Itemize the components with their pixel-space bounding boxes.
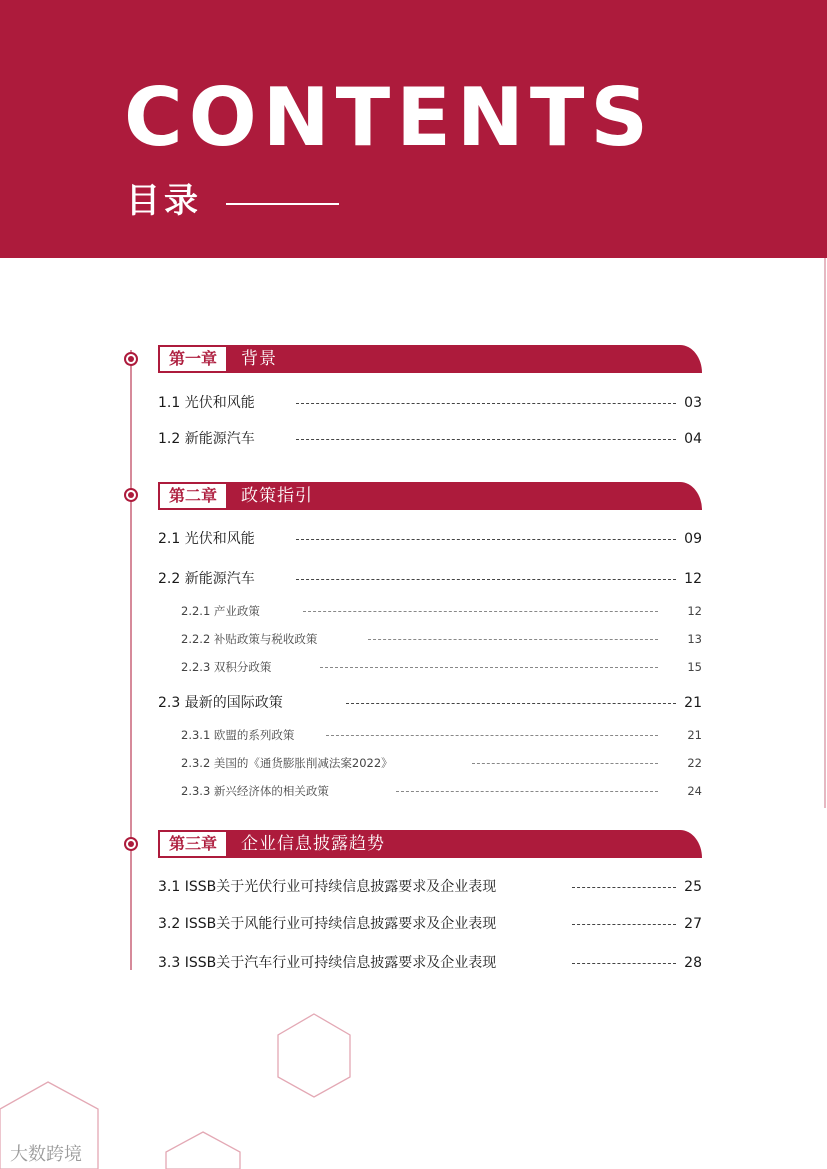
toc-subentry[interactable] <box>158 656 702 678</box>
toc-entry-label: 3.1 ISSB关于光伏行业可持续信息披露要求及企业表现 <box>158 879 497 895</box>
edge-line <box>824 258 826 808</box>
toc-entry-label: 2.2 新能源汽车 <box>158 571 255 587</box>
watermark-logo: 大数跨境 <box>10 1144 82 1165</box>
toc-entry-page: 12 <box>687 604 702 618</box>
toc-entry[interactable] <box>158 913 702 935</box>
toc-entry-page: 13 <box>687 632 702 646</box>
title-chinese: 目录 <box>126 181 202 221</box>
toc-entry-label: 2.2.1 产业政策 <box>181 604 260 618</box>
toc-entry-label: 1.1 光伏和风能 <box>158 395 255 411</box>
chapter-band <box>228 345 702 373</box>
dot-leader <box>296 439 676 440</box>
title-english: CONTENTS <box>124 71 655 164</box>
toc-entry-label: 2.1 光伏和风能 <box>158 531 255 547</box>
toc-entry-page: 25 <box>684 879 702 895</box>
timeline-line <box>130 350 132 970</box>
dot-leader <box>472 763 658 764</box>
toc-entry-label: 2.3.1 欧盟的系列政策 <box>181 728 295 742</box>
chapter-heading[interactable] <box>158 482 702 510</box>
toc-entry-label: 3.2 ISSB关于风能行业可持续信息披露要求及企业表现 <box>158 916 497 932</box>
chapter-number: 第三章 <box>158 830 228 858</box>
toc-entry-label: 2.2.3 双积分政策 <box>181 660 272 674</box>
chapter-heading[interactable] <box>158 345 702 373</box>
chapter-title: 企业信息披露趋势 <box>241 834 385 854</box>
chapter-title: 政策指引 <box>241 486 313 506</box>
toc-entry-label: 3.3 ISSB关于汽车行业可持续信息披露要求及企业表现 <box>158 955 497 971</box>
toc-entry[interactable] <box>158 876 702 898</box>
chapter-number: 第二章 <box>158 482 228 510</box>
dot-leader <box>396 791 658 792</box>
toc-entry-page: 12 <box>684 571 702 587</box>
title-rule <box>226 203 339 205</box>
toc-entry-page: 27 <box>684 916 702 932</box>
chapter-number: 第一章 <box>158 345 228 373</box>
dot-leader <box>326 735 658 736</box>
toc-entry[interactable] <box>158 392 702 414</box>
toc-entry[interactable] <box>158 428 702 450</box>
toc-subentry[interactable] <box>158 600 702 622</box>
toc-subentry[interactable] <box>158 752 702 774</box>
toc-entry-label: 2.3.3 新兴经济体的相关政策 <box>181 784 329 798</box>
toc-entry-page: 04 <box>684 431 702 447</box>
dot-leader <box>303 611 658 612</box>
dot-leader <box>296 403 676 404</box>
toc-entry-label: 2.3.2 美国的《通货膨胀削减法案2022》 <box>181 756 393 770</box>
toc-entry-label: 1.2 新能源汽车 <box>158 431 255 447</box>
timeline-dot <box>124 488 138 502</box>
timeline-dot <box>124 837 138 851</box>
toc-entry-page: 21 <box>684 695 702 711</box>
dot-leader <box>296 579 676 580</box>
dot-leader <box>572 963 676 964</box>
chapter-heading[interactable] <box>158 830 702 858</box>
dot-leader <box>296 539 676 540</box>
toc-entry-page: 09 <box>684 531 702 547</box>
toc-entry-page: 28 <box>684 955 702 971</box>
toc-subentry[interactable] <box>158 628 702 650</box>
dot-leader <box>346 703 676 704</box>
dot-leader <box>320 667 658 668</box>
toc-entry-page: 03 <box>684 395 702 411</box>
toc-entry[interactable] <box>158 568 702 590</box>
dot-leader <box>572 924 676 925</box>
toc-entry-page: 22 <box>687 756 702 770</box>
header-banner <box>0 0 827 258</box>
toc-entry[interactable] <box>158 952 702 974</box>
timeline-dot <box>124 352 138 366</box>
toc-entry-page: 15 <box>687 660 702 674</box>
dot-leader <box>368 639 658 640</box>
chapter-title: 背景 <box>241 349 277 369</box>
toc-subentry[interactable] <box>158 780 702 802</box>
toc-entry[interactable] <box>158 528 702 550</box>
dot-leader <box>572 887 676 888</box>
hexagon-decoration <box>0 990 827 1169</box>
toc-entry-page: 21 <box>687 728 702 742</box>
toc-entry-label: 2.2.2 补贴政策与税收政策 <box>181 632 318 646</box>
toc-entry-label: 2.3 最新的国际政策 <box>158 695 283 711</box>
toc-entry[interactable] <box>158 692 702 714</box>
toc-entry-page: 24 <box>687 784 702 798</box>
toc-subentry[interactable] <box>158 724 702 746</box>
